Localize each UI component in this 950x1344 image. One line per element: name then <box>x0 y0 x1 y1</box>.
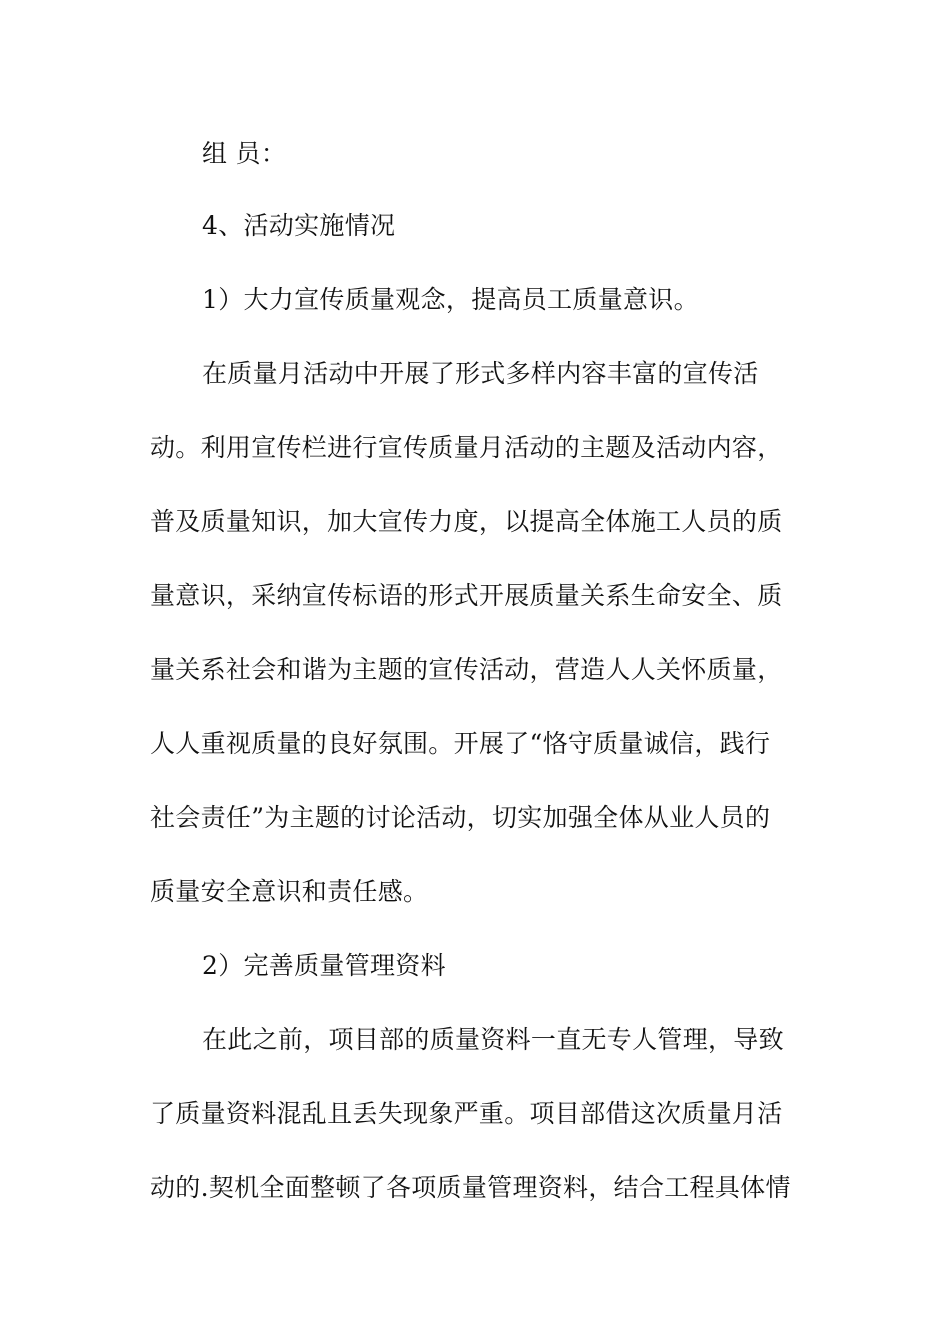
paragraph-1-line-5: 量关系社会和谐为主题的宣传活动，营造人人关怀质量， <box>150 655 783 684</box>
paragraph-1-line-2: 动。利用宣传栏进行宣传质量月活动的主题及活动内容， <box>150 433 783 462</box>
subheading-quality-records: 2）完善质量管理资料 <box>202 951 446 980</box>
paragraph-1-line-3: 普及质量知识，加大宣传力度，以提高全体施工人员的质 <box>150 507 783 536</box>
paragraph-1-line-7: 社会责任”为主题的讨论活动，切实加强全体从业人员的 <box>150 803 771 832</box>
section-heading-activity-implementation: 4、活动实施情况 <box>202 211 396 240</box>
paragraph-1-line-4: 量意识，采纳宣传标语的形式开展质量关系生命安全、质 <box>150 581 783 610</box>
paragraph-2-line-1: 在此之前，项目部的质量资料一直无专人管理，导致 <box>202 1025 784 1054</box>
subheading-publicity: 1）大力宣传质量观念，提高员工质量意识。 <box>202 285 699 314</box>
member-label-line: 组 员： <box>202 139 287 168</box>
paragraph-2-line-3: 动的.契机全面整顿了各项质量管理资料，结合工程具体情 <box>150 1173 791 1202</box>
paragraph-1-line-1: 在质量月活动中开展了形式多样内容丰富的宣传活 <box>202 359 759 388</box>
paragraph-1-line-6: 人人重视质量的良好氛围。开展了“恪守质量诚信，践行 <box>150 729 771 758</box>
paragraph-2-line-2: 了质量资料混乱且丢失现象严重。项目部借这次质量月活 <box>150 1099 783 1128</box>
paragraph-1-line-8: 质量安全意识和责任感。 <box>150 877 429 906</box>
